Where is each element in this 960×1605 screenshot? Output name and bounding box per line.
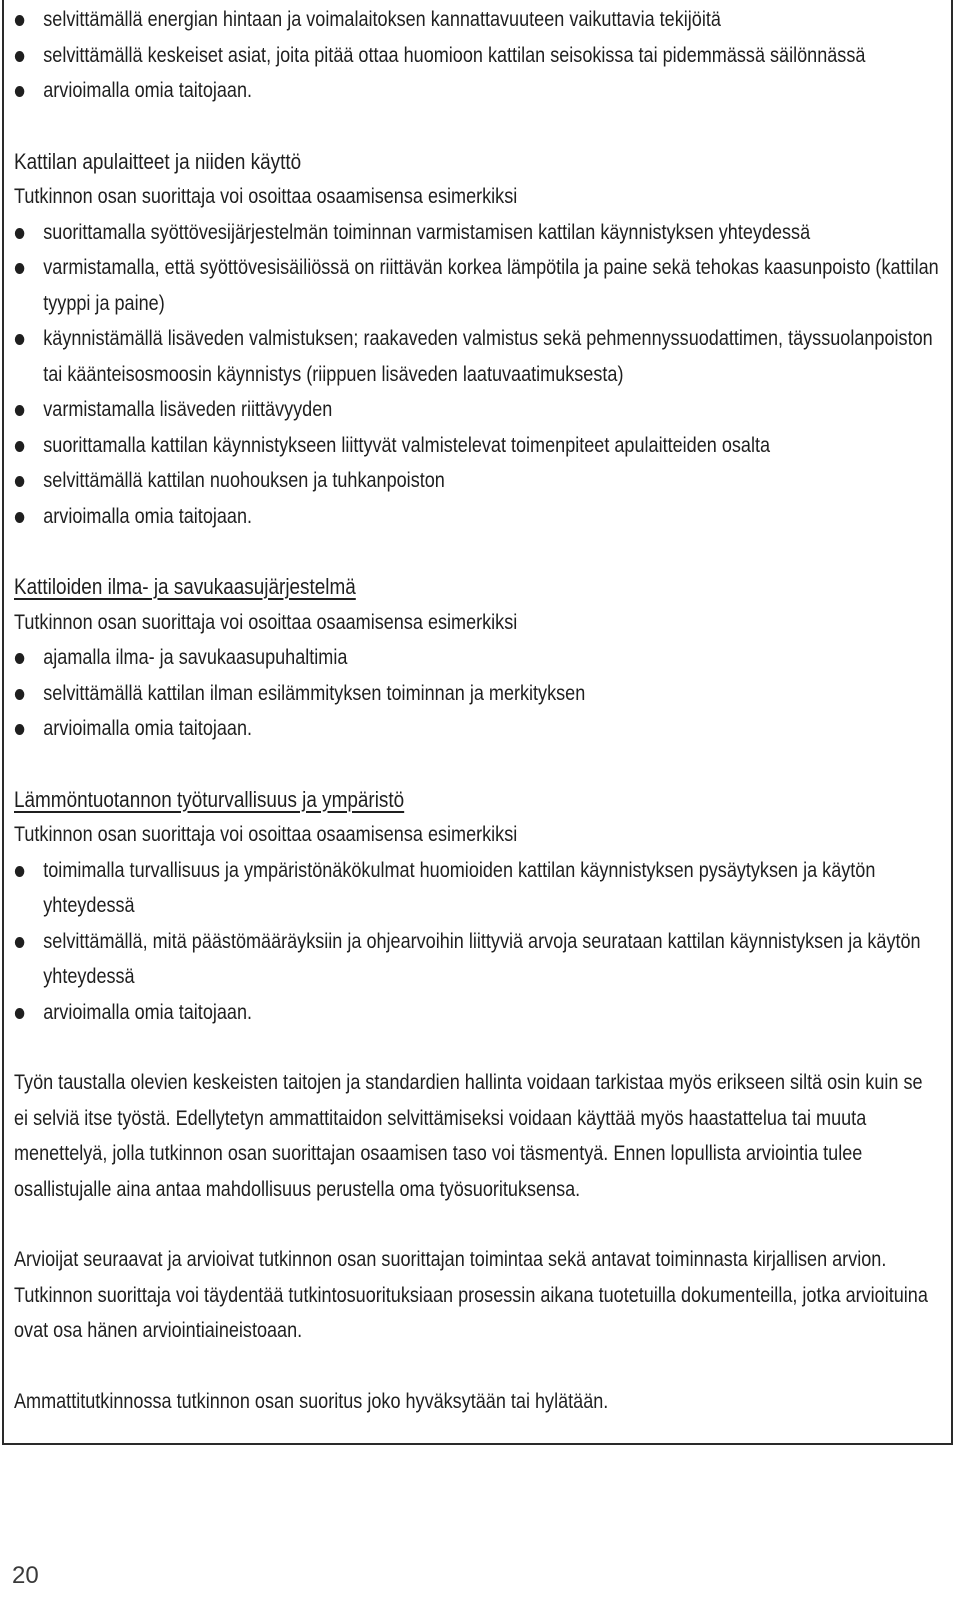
list-item: toimimalla turvallisuus ja ympäristönäkökulmat huomioiden kattilan käynnistyksen pysäytyksen ja käytön yhteydessä [14, 853, 940, 924]
list-item: arvioimalla omia taitojaan. [14, 711, 940, 747]
section-bullet-list [14, 215, 940, 535]
section-intro: Tutkinnon osan suorittaja voi osoittaa osaamisensa esimerkiksi [14, 823, 518, 846]
list-item: arvioimalla omia taitojaan. [14, 995, 940, 1031]
list-item: selvittämällä kattilan ilman esilämmityksen toiminnan ja merkityksen [14, 676, 940, 712]
list-item: arvioimalla omia taitojaan. [14, 499, 940, 535]
section-bullet-list [14, 640, 940, 747]
list-item: selvittämällä, mitä päästömääräyksiin ja ohjearvoihin liittyviä arvoja seurataan kattilan käynnistyksen ja käytön yhteydessä [14, 924, 940, 995]
list-item: suorittamalla syöttövesijärjestelmän toiminnan varmistamisen kattilan käynnistyksen yhteydessä [14, 215, 940, 251]
list-item: selvittämällä energian hintaan ja voimalaitoksen kannattavuuteen vaikuttavia tekijöitä [14, 2, 940, 38]
section-ilma-savukaasu [14, 569, 940, 747]
list-item: varmistamalla lisäveden riittävyyden [14, 392, 940, 428]
list-item: käynnistämällä lisäveden valmistuksen; raakaveden valmistus sekä pehmennyssuodattimen, täyssuolanpoiston tai käänteisosmoosin käynnistys (riippuen lisäveden laatuvaatimuksesta) [14, 321, 940, 392]
top-bullet-list [14, 2, 940, 109]
list-item: ajamalla ilma- ja savukaasupuhaltimia [14, 640, 940, 676]
paragraph: Ammattitutkinnossa tutkinnon osan suoritus joko hyväksytään tai hylätään. [14, 1389, 609, 1413]
list-item: arvioimalla omia taitojaan. [14, 73, 940, 109]
list-item: selvittämällä keskeiset asiat, joita pitää ottaa huomioon kattilan seisokissa tai pidemmässä säilönnässä [14, 38, 940, 74]
section-intro: Tutkinnon osan suorittaja voi osoittaa osaamisensa esimerkiksi [14, 185, 518, 208]
section-heading: Kattiloiden ilma- ja savukaasujärjestelmä [14, 574, 356, 599]
list-item: suorittamalla kattilan käynnistykseen liittyvät valmistelevat toimenpiteet apulaitteiden osalta [14, 428, 940, 464]
section-heading: Lämmöntuotannon työturvallisuus ja ympäristö [14, 786, 405, 812]
list-item: selvittämällä kattilan nuohouksen ja tuhkanpoiston [14, 463, 940, 499]
paragraph: Arvioijat seuraavat ja arvioivat tutkinnon osan suorittajan toimintaa sekä antavat toiminnasta kirjallisen arvion. Tutkinnon suorittaja voi täydentää tutkintosuorituksiaan prosessin aikana tuotetuilla dokumenteilla, jotka arvioituina ovat osa hänen arviointiaineistoaan. [14, 1248, 928, 1342]
section-heading: Kattilan apulaitteet ja niiden käyttö [14, 148, 302, 174]
list-item: varmistamalla, että syöttövesisäiliössä on riittävän korkea lämpötila ja paine sekä tehokas kaasunpoisto (kattilan tyyppi ja paine) [14, 250, 940, 321]
section-apulaitteet [14, 144, 940, 535]
page-number: 20 [12, 1562, 39, 1589]
section-bullet-list [14, 853, 940, 1031]
section-intro: Tutkinnon osan suorittaja voi osoittaa osaamisensa esimerkiksi [14, 610, 518, 634]
section-tyoturvallisuus [14, 782, 940, 1031]
paragraph: Työn taustalla olevien keskeisten taitojen ja standardien hallinta voidaan tarkistaa myös erikseen siltä osin kuin se ei selviä itse työstä. Edellytetyn ammattitaidon selvittämiseksi voidaan käyttää myös haastattelua tai muuta menettelyä, jolla tutkinnon osan suorittajan osaamisen taso voi täsmentyä. Ennen lopullista arviointia tulee osallistujalle aina antaa mahdollisuus perustella oma työsuorituksensa. [14, 1071, 923, 1201]
document-body [14, 2, 940, 1419]
